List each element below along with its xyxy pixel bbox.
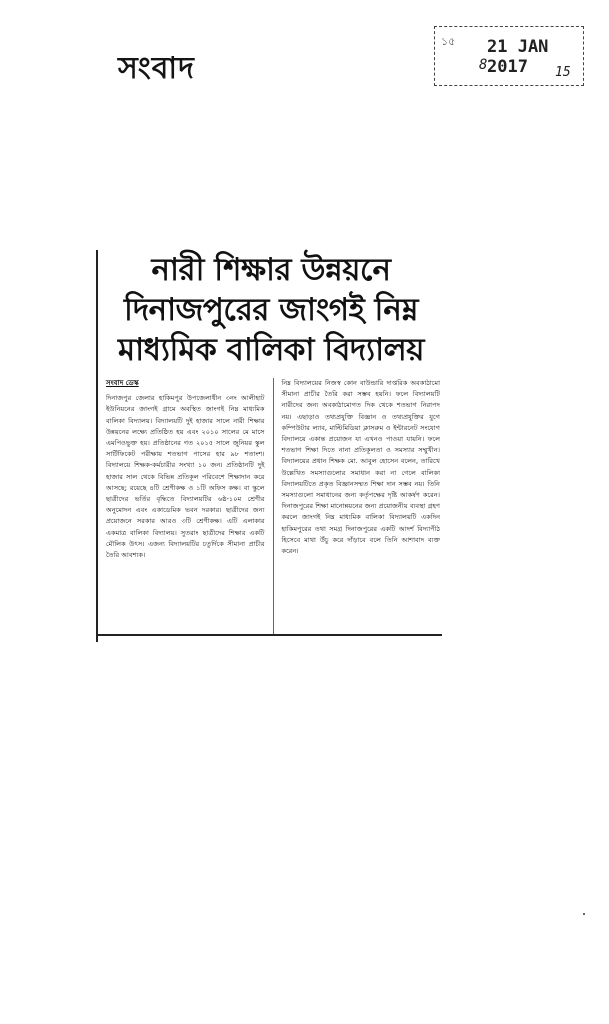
stamp-left-mark: ১৫ [441,35,456,48]
article-headline [98,250,444,370]
column-divider [273,378,274,634]
headline-line-1: নারী শিক্ষার উন্নয়নে [151,252,391,288]
headline-line-2: দিনাজপুরের জাংগই নিম্ন [123,292,419,328]
date-stamp [434,26,584,86]
stamp-number-1: 8 [479,57,488,73]
column-1-text: দিনাজপুর জেলার হাকিমপুর উপজেলাধীন ৩নং আলীহাট ইউনিয়নের জাংগই গ্রামে অবস্থিত জাংগই নিম্ন মাধ্যমিক বালিকা বিদ্যালয়। বিদ্যালয়টি দুই হাজার সালে নারী শিক্ষার উন্নয়নের লক্ষ্যে প্রতিষ্ঠিত হয় এবং ২০১০ সালের মে মাসে এমপিওভুক্ত হয়। প্রতিষ্ঠানের গত ২০১৫ সালে জুনিয়র স্কুল সার্টিফিকেট পরীক্ষায় শতভাগ পাসের হার ৯৮ শতাংশ। বিদ্যালয়ে শিক্ষক-কর্মচারীর সংখ্যা ১০ জন। প্রতিষ্ঠানটি দুই হাজার সাল থেকে বিভিন্ন প্রতিকূল পরিবেশে শিক্ষাদান করে আসছে; রয়েছে ৪টি শ্রেণীকক্ষ ও ১টি অফিস কক্ষ। বা স্কুলে ছাত্রীদের ভর্তির বৃদ্ধিতে বিদ্যালয়টির ৬ষ্ঠ-১০ম শ্রেণীর অনুমোদন এবং একাডেমিক ভবন দরকার। ছাত্রীদের জন্য প্রয়োজনে সরকার আরও ৩টি শ্রেণীকক্ষ। এটি এলাকার একমাত্র বালিকা বিদ্যালয়। সুতরাং ছাত্রীদের শিক্ষার একটি মৌলিক উৎস। এজন্য বিদ্যালয়টির চতুর্দিকে সীমানা প্রাচীর তৈরি আবশ্যক। [106,394,265,560]
clipping-bottom-rule [96,634,442,636]
newspaper-masthead: সংবাদ [118,51,195,86]
headline-line-3: মাধ্যমিক বালিকা বিদ্যালয় [117,332,425,368]
article-body [106,378,440,634]
stamp-number-2: 15 [555,65,571,80]
article-column-1 [106,378,265,634]
article-clipping [96,250,442,642]
stamp-date: 21 JAN 2017 [487,37,549,77]
article-byline: সংবাদ ডেস্ক [106,379,139,387]
article-column-2 [281,378,440,634]
page-speck [583,913,585,915]
column-2-text: নিম্ন বিদ্যালয়ের নিজস্ব কোন বাউন্ডারি দাপ্তরিক অবকাঠামো সীমানা প্রাচীর তৈরি করা সম্ভব হয়নি। ফলে বিদ্যালয়টি নারীদের জন্য অবকাঠামোগত দিক থেকে শতভাগ নিরাপদ নয়। এছাড়াও তথ্যপ্রযুক্তি বিজ্ঞান ও তথ্যপ্রযুক্তির যুগে কম্পিউটার ল্যাব, মাল্টিমিডিয়া ক্লাসরুম ও ইন্টারনেট সংযোগ বিদ্যালয়ে একান্ত প্রয়োজন যা এখনও পাওয়া যায়নি। ফলে শতভাগ শিক্ষা দিতে নানা প্রতিকূলতা ও সমস্যার সম্মুখীন। বিদ্যালয়ের প্রধান শিক্ষক মো. আবুল হোসেন বলেন, তারিখে উল্লেখিত সমস্যাগুলোর সমাধান করা না গেলে বালিকা বিদ্যালয়টিতে প্রকৃত বিজ্ঞানসম্মত শিক্ষা দান সম্ভব নয়। তিনি সমস্যাগুলো সমাধানের জন্য কর্তৃপক্ষের দৃষ্টি আকর্ষণ করেন। দিনাজপুরের শিক্ষা মানোন্নয়নের জন্য প্রয়োজনীয় ব্যবস্থা গ্রহণ করলে জাংগই নিম্ন মাধ্যমিক বালিকা বিদ্যালয়টি একদিন হাকিমপুরের তথা সমগ্র দিনাজপুরের একটি আদর্শ বিদ্যাপীঠ হিসেবে মাথা উঁচু করে দাঁড়াবে বলে তিনি আশাবাদ ব্যক্ত করেন। [281,379,440,556]
